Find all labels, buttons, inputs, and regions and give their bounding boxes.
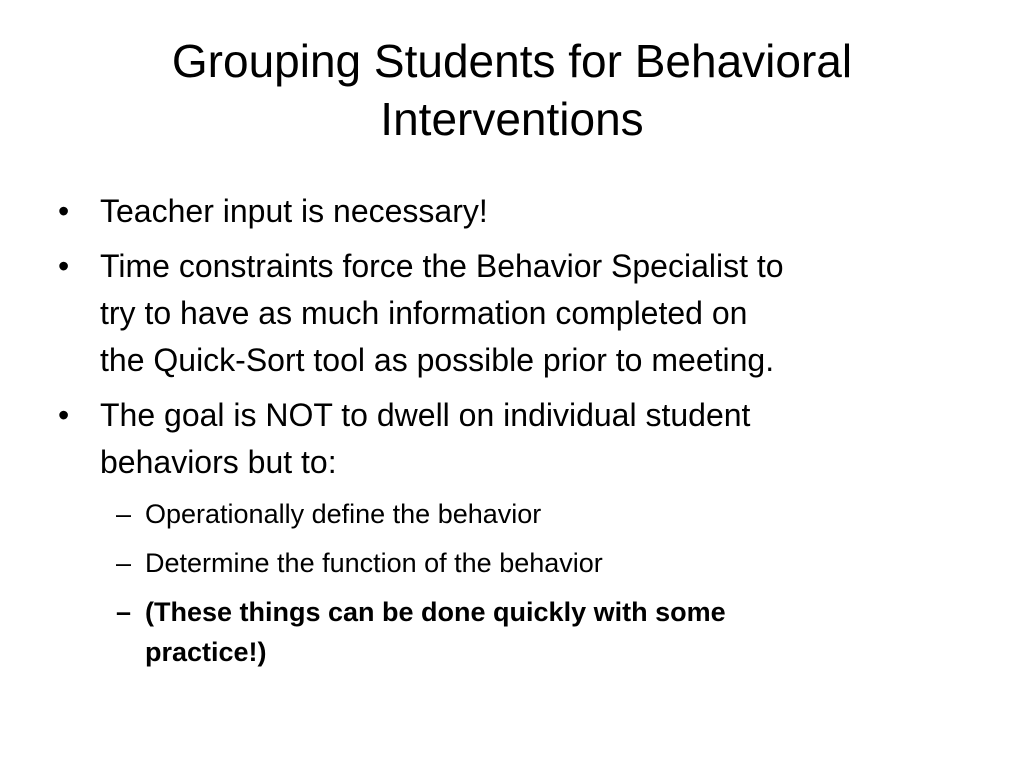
sub-bullet-text-line: Determine the function of the behavior (145, 548, 603, 578)
bullet-teacher-input (58, 188, 978, 235)
bullet-marker: • (58, 193, 70, 229)
bullet-text-line: the Quick-Sort tool as possible prior to meeting. (100, 342, 775, 378)
bullet-text-line: The goal is NOT to dwell on individual student (100, 397, 751, 433)
sub-bullet-marker: – (116, 548, 132, 578)
slide-body (58, 188, 978, 681)
slide-title-line-1: Grouping Students for Behavioral (171, 35, 853, 87)
bullet-time-constraints (58, 243, 978, 384)
bullet-marker: • (58, 397, 70, 433)
sub-bullet-text-line: Operationally define the behavior (145, 499, 542, 529)
sub-bullet-determine-function (58, 543, 978, 583)
sub-bullet-list (58, 494, 978, 672)
sub-bullet-marker: – (116, 499, 132, 529)
bullet-marker: • (58, 248, 70, 284)
sub-bullet-operationally-define (58, 494, 978, 534)
sub-bullet-marker: – (116, 597, 132, 627)
bullet-text-line: Teacher input is necessary! (100, 193, 488, 229)
slide-title (40, 32, 984, 148)
sub-bullet-text-line: practice!) (145, 637, 267, 667)
bullet-goal (58, 392, 978, 486)
slide-title-line-2: Interventions (380, 93, 644, 145)
bullet-text-line: behaviors but to: (100, 444, 337, 480)
bullet-text-line: try to have as much information completed on (100, 295, 748, 331)
sub-bullet-done-quickly (58, 592, 978, 672)
sub-bullet-text-line: (These things can be done quickly with some (145, 597, 726, 627)
bullet-text-line: Time constraints force the Behavior Specialist to (100, 248, 784, 284)
